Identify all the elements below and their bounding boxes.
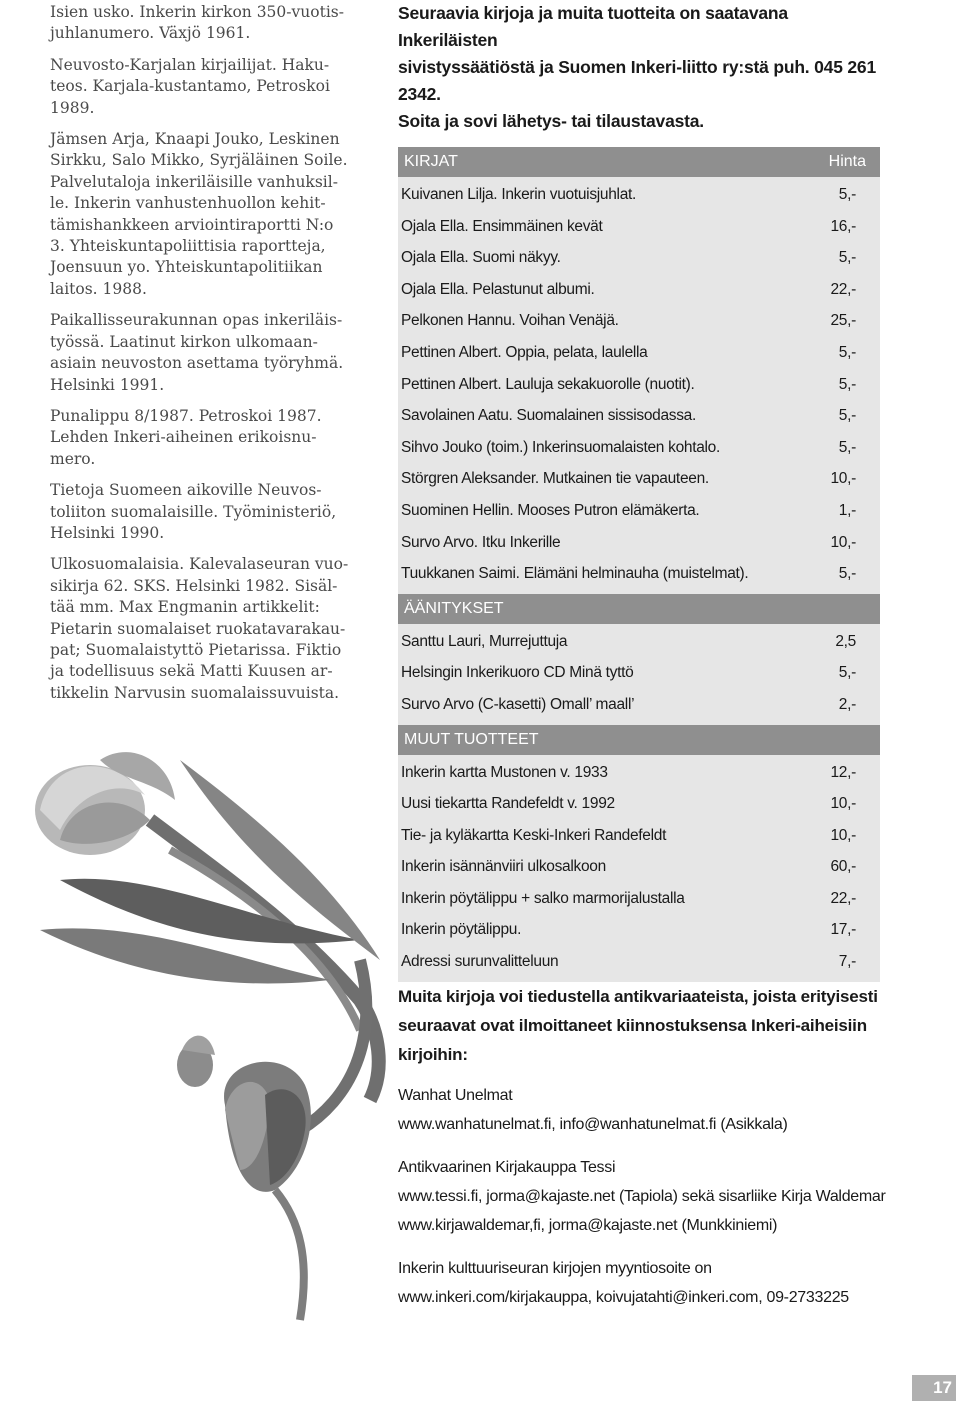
contact-block: Antikvaarinen Kirjakauppa Tessi www.tessi.fi, jorma@kajaste.net (Tapiola) sekä sisarliike Kirja Waldemar www.kirjawaldemar,fi, jorma@kajaste.net (Munkkiniemi): [398, 1159, 886, 1234]
list-item: [398, 369, 880, 401]
item-price: 25,-: [830, 312, 856, 330]
list-item: [398, 788, 880, 820]
item-price: 1,-: [838, 501, 856, 519]
list-item: [398, 689, 880, 721]
item-price: 5,-: [838, 664, 856, 682]
item-name: Helsingin Inkerikuoro CD Minä tyttö: [401, 664, 634, 682]
item-price: 2,-: [838, 695, 856, 713]
section-header-other-products: [398, 725, 880, 755]
product-listing: [398, 0, 880, 982]
item-name: Uusi tiekartta Randefeldt v. 1992: [401, 795, 615, 813]
item-price: 10,-: [830, 795, 856, 813]
item-name: Inkerin pöytälippu + salko marmorijalustalla: [401, 889, 685, 907]
item-price: 10,-: [830, 470, 856, 488]
item-name: Tuukkanen Saimi. Elämäni helminauha (muistelmat).: [401, 565, 749, 583]
item-price: 5,-: [838, 565, 856, 583]
list-item: [398, 305, 880, 337]
item-name: Suominen Hellin. Mooses Putron elämäkerta.: [401, 501, 700, 519]
list-item: [398, 820, 880, 852]
item-price: 5,-: [838, 186, 856, 203]
price-column-header: Hinta: [828, 153, 866, 170]
item-name: Survo Arvo. Itku Inkerille: [401, 533, 561, 551]
list-item: [398, 626, 880, 658]
list-item: [398, 211, 880, 243]
item-price: 5,-: [838, 375, 856, 393]
intro-text: Seuraavia kirjoja ja muita tuotteita on saatavana Inkeriläisten sivistyssäätiöstä ja Suomen Inkeri-liitto ry:stä puh. 045 261 2342. Soita ja sovi lähetys- tai tilaustavasta.: [398, 3, 876, 131]
item-price: 5,-: [838, 249, 856, 267]
item-price: 5,-: [838, 438, 856, 456]
item-name: Santtu Lauri, Murrejuttuja: [401, 632, 568, 650]
list-item: [398, 274, 880, 306]
contact-block: Inkerin kulttuuriseuran kirjojen myyntiosoite on www.inkeri.com/kirjakauppa, koivujatahti@inkeri.com, 09-2733225: [398, 1260, 849, 1306]
item-price: 10,-: [830, 533, 856, 551]
item-price: 10,-: [830, 826, 856, 844]
reference-entry: Ulkosuomalaisia. Kalevalaseuran vuo- sikirja 62. SKS. Helsinki 1982. Sisäl- tää mm. Max Engmanin artikkelit: Pietarin suomalaiset ruokatavarakau- pat; Suomalaistyttö Pietarissa. Fiktio ja todellisuus sekä Matti Kuusen ar- tikkelin Narvusin suomalaissuvuista.: [50, 555, 349, 702]
section-header-books: [398, 147, 880, 177]
reference-entry: Isien usko. Inkerin kirkon 350-vuotis- juhlanumero. Växjö 1961.: [50, 3, 344, 43]
item-price: 16,-: [830, 217, 856, 235]
list-item: [398, 946, 880, 978]
item-name: Inkerin kartta Mustonen v. 1933: [401, 763, 608, 781]
item-name: Ojala Ella. Ensimmäinen kevät: [401, 217, 603, 235]
item-name: Störgren Aleksander. Mutkainen tie vapauteen.: [401, 470, 709, 488]
antiquarian-info: [398, 982, 938, 1326]
list-item: [398, 432, 880, 464]
item-name: Kuivanen Lilja. Inkerin vuotuisjuhlat.: [401, 186, 637, 203]
reference-entry: Punalippu 8/1987. Petroskoi 1987. Lehden Inkeri-aiheinen erikoisnu- mero.: [50, 406, 322, 468]
item-name: Tie- ja kyläkartta Keski-Inkeri Randefeldt: [401, 826, 667, 844]
section-body-other-products: [398, 755, 880, 982]
item-name: Adressi surunvalitteluun: [401, 953, 559, 971]
list-item: [398, 463, 880, 495]
item-name: Inkerin isännänviiri ulkosalkoon: [401, 858, 606, 876]
list-item: [398, 558, 880, 590]
item-price: 17,-: [830, 921, 856, 939]
item-price: 5,-: [838, 343, 856, 361]
page-number: 17: [912, 1375, 956, 1401]
list-item: [398, 757, 880, 789]
item-price: 5,-: [838, 407, 856, 425]
reference-list: [50, 2, 350, 714]
item-price: 12,-: [830, 763, 856, 781]
item-price: 2,5: [835, 632, 856, 650]
list-item: [398, 527, 880, 559]
item-name: Inkerin pöytälippu.: [401, 921, 522, 939]
section-title: MUUT TUOTTEET: [404, 730, 539, 748]
item-price: 7,-: [838, 953, 856, 971]
price-table: [398, 147, 880, 982]
item-name: Survo Arvo (C-kasetti) Omall’ maall’: [401, 695, 635, 713]
list-item: [398, 657, 880, 689]
item-name: Pettinen Albert. Oppia, pelata, laulella: [401, 343, 648, 361]
list-item: [398, 400, 880, 432]
list-item: [398, 495, 880, 527]
item-name: Pelkonen Hannu. Voihan Venäjä.: [401, 312, 619, 330]
list-item: [398, 851, 880, 883]
tulip-illustration: [0, 700, 400, 1401]
item-price: 22,-: [830, 889, 856, 907]
list-item: [398, 242, 880, 274]
section-title: ÄÄNITYKSET: [404, 599, 504, 617]
item-name: Ojala Ella. Pelastunut albumi.: [401, 280, 595, 298]
item-name: Pettinen Albert. Lauluja sekakuorolle (nuotit).: [401, 375, 695, 393]
item-price: 60,-: [830, 858, 856, 876]
contact-block: Wanhat Unelmat www.wanhatunelmat.fi, info@wanhatunelmat.fi (Asikkala): [398, 1087, 788, 1133]
antiquarian-intro: Muita kirjoja voi tiedustella antikvariaateista, joista erityisesti seuraavat ovat ilmoittaneet kiinnostuksensa Inkeri-aiheisiin kirjoihin:: [398, 987, 878, 1064]
reference-entry: Tietoja Suomeen aikoville Neuvos- toliiton suomalaisille. Työministeriö, Helsinki 1990.: [50, 481, 337, 542]
reference-entry: Jämsen Arja, Knaapi Jouko, Leskinen Sirkku, Salo Mikko, Syrjäläinen Soile. Palvelutaloja inkeriläisille vanhuksil- le. Inkerin vanhustenhuollon kehit- tämishankkeen arviointiraportti N:o 3. Yhteiskuntapoliittisia raportteja, Joensuun yo. Yhteiskuntapolitiikan laitos. 1988.: [50, 130, 348, 298]
list-item: [398, 914, 880, 946]
section-title: KIRJAT: [404, 153, 458, 170]
item-price: 22,-: [830, 280, 856, 298]
section-body-books: [398, 177, 880, 594]
list-item: [398, 179, 880, 211]
section-body-recordings: [398, 624, 880, 725]
list-item: [398, 337, 880, 369]
section-header-recordings: [398, 594, 880, 624]
item-name: Savolainen Aatu. Suomalainen sissisodassa.: [401, 407, 697, 425]
list-item: [398, 883, 880, 915]
item-name: Sihvo Jouko (toim.) Inkerinsuomalaisten kohtalo.: [401, 438, 721, 456]
reference-entry: Paikallisseurakunnan opas inkeriläis- työssä. Laatinut kirkon ulkomaan- asiain neuvoston asettama työryhmä. Helsinki 1991.: [50, 311, 344, 394]
item-name: Ojala Ella. Suomi näkyy.: [401, 249, 561, 267]
reference-entry: Neuvosto-Karjalan kirjailijat. Haku- teos. Karjala-kustantamo, Petroskoi 1989.: [50, 55, 330, 117]
